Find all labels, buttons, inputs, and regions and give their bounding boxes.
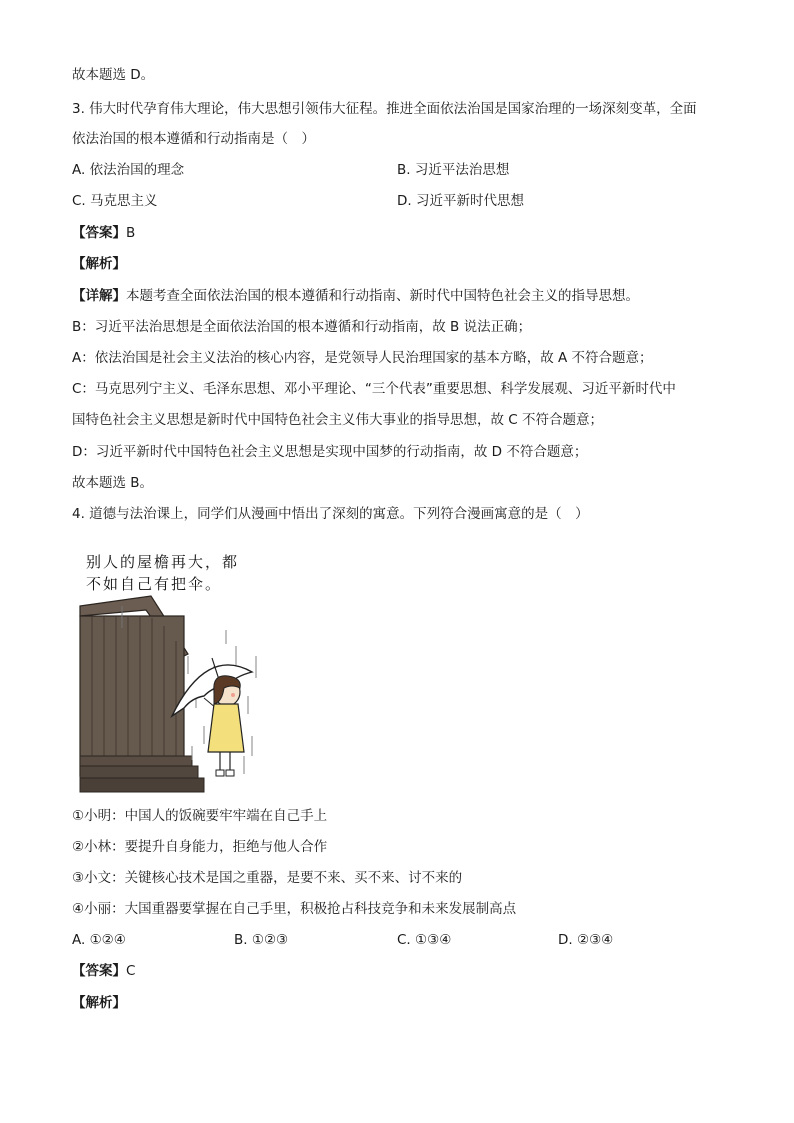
girl-figure (208, 676, 244, 776)
q4-option-b: B. ①②③ (234, 932, 289, 948)
q3-stem-line2: 依法治国的根本遵循和行动指南是（ ） (72, 131, 315, 147)
q4-answer-value: C (126, 963, 136, 979)
comic-illustration (76, 546, 276, 796)
q4-answer-tag: 【答案】 (72, 963, 126, 979)
q3-explain-d: D：习近平新时代中国特色社会主义思想是实现中国梦的行动指南，故 D 不符合题意； (72, 444, 588, 460)
q4-statement-1: ①小明：中国人的饭碗要牢牢端在自己手上 (72, 808, 328, 824)
q4-stem: 4. 道德与法治课上，同学们从漫画中悟出了深刻的寓意。下列符合漫画寓意的是（ ） (72, 506, 589, 522)
q4-answer (72, 962, 135, 980)
q3-option-b: B. 习近平法治思想 (397, 162, 510, 178)
prev-conclusion: 故本题选 D。 (72, 67, 155, 83)
comic-caption-line1: 别人的屋檐再大，都 (86, 553, 240, 571)
q3-explain-a: A：依法治国是社会主义法治的核心内容，是党领导人民治理国家的基本方略，故 A 不符合题意； (72, 350, 653, 366)
q3-answer-tag: 【答案】 (72, 225, 126, 241)
q3-analysis-tag: 【解析】 (72, 256, 126, 272)
q3-conclusion: 故本题选 B。 (72, 475, 154, 491)
q3-option-d: D. 习近平新时代思想 (397, 193, 524, 209)
q4-option-c: C. ①③④ (397, 932, 452, 948)
q3-analysis (72, 255, 126, 273)
comic-caption-line2: 不如自己有把伞。 (86, 575, 223, 593)
q3-explain-b: B：习近平法治思想是全面依法治国的根本遵循和行动指南，故 B 说法正确； (72, 319, 532, 335)
q4-statement-4: ④小丽：大国重器要掌握在自己手里，积极抢占科技竞争和未来发展制高点 (72, 901, 517, 917)
q3-explain-c1: C：马克思列宁主义、毛泽东思想、邓小平理论、“三个代表”重要思想、科学发展观、习近平新时代中 (72, 381, 676, 397)
q4-statement-3: ③小文：关键核心技术是国之重器，是要不来、买不来、讨不来的 (72, 870, 463, 886)
q3-option-a: A. 依法治国的理念 (72, 162, 185, 178)
q4-statement-2: ②小林：要提升自身能力，拒绝与他人合作 (72, 839, 328, 855)
q3-detail (72, 287, 639, 305)
q3-detail-tag: 【详解】 (72, 288, 126, 304)
q3-stem-line1: 3. 伟大时代孕育伟大理论，伟大思想引领伟大征程。推进全面依法治国是国家治理的一场深刻变革，全面 (72, 101, 697, 117)
q3-answer-value: B (126, 225, 136, 241)
q3-option-c: C. 马克思主义 (72, 193, 158, 209)
q4-analysis-tag: 【解析】 (72, 995, 126, 1011)
q4-option-d: D. ②③④ (558, 932, 614, 948)
q3-answer (72, 224, 135, 242)
q4-option-a: A. ①②④ (72, 932, 126, 948)
q3-explain-c2: 国特色社会主义思想是新时代中国特色社会主义伟大事业的指导思想，故 C 不符合题意； (72, 412, 604, 428)
q4-analysis (72, 994, 126, 1012)
q3-detail-text: 本题考查全面依法治国的根本遵循和行动指南、新时代中国特色社会主义的指导思想。 (126, 288, 639, 304)
